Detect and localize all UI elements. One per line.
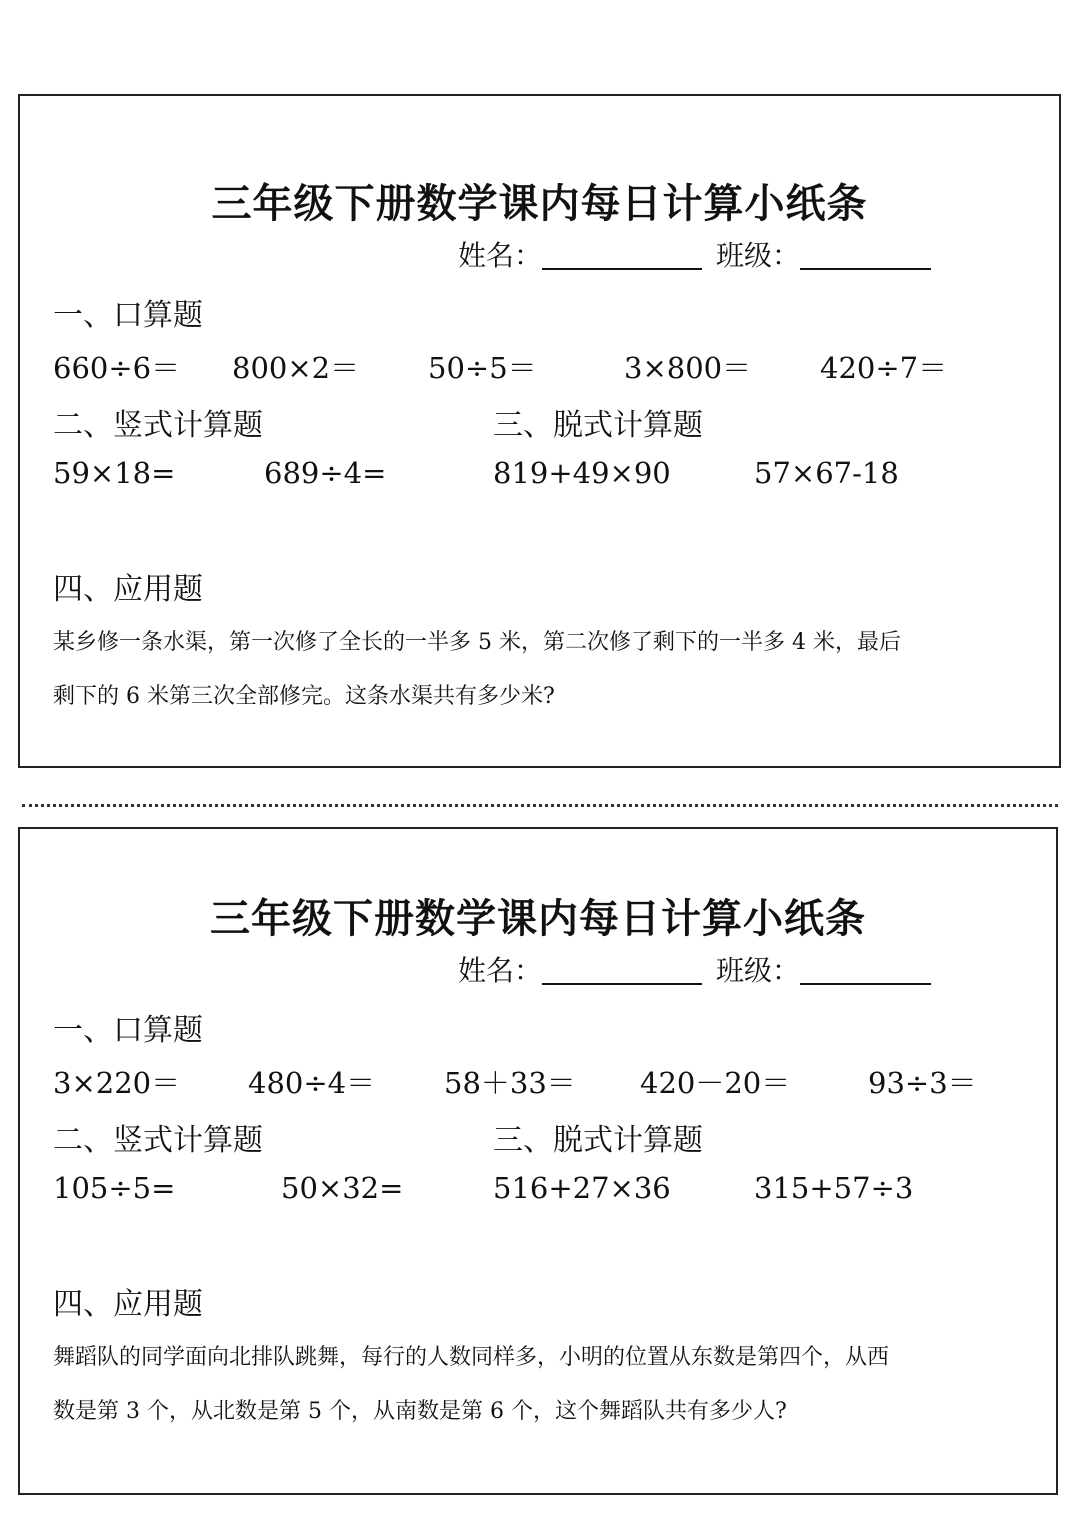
class-label: 班级： [716,954,801,987]
word-problem-line: 数是第 3 个，从北数是第 5 个，从南数是第 6 个，这个舞蹈队共有多少人? [53,1399,787,1424]
class-blank[interactable] [800,242,931,270]
section-vertical-heading: 二、竖式计算题 [53,408,263,443]
oral-problem: 3×800＝ [624,351,752,385]
oral-problem: 58＋33＝ [444,1066,576,1100]
name-class-row [458,949,931,989]
oral-problem: 93÷3＝ [868,1066,977,1100]
vertical-problem: 689÷4= [264,456,387,490]
oral-problem: 420－20＝ [640,1066,791,1100]
section-stepwise-heading: 三、脱式计算题 [493,1123,703,1158]
name-label: 姓名： [458,954,543,987]
vertical-problem: 105÷5= [53,1171,176,1205]
class-blank[interactable] [800,957,931,985]
section-stepwise-heading: 三、脱式计算题 [493,408,703,443]
worksheet-card-1 [18,94,1061,768]
section-word-problem-heading: 四、应用题 [53,572,203,607]
oral-problem: 420÷7＝ [820,351,948,385]
cut-line-divider [22,804,1058,807]
section-oral-heading: 一、口算题 [53,1013,203,1048]
name-blank[interactable] [542,242,702,270]
stepwise-problem: 315+57÷3 [754,1171,914,1205]
stepwise-problem: 57×67-18 [754,456,899,490]
word-problem-line: 舞蹈队的同学面向北排队跳舞，每行的人数同样多，小明的位置从东数是第四个，从西 [53,1345,890,1370]
worksheet-title: 三年级下册数学课内每日计算小纸条 [210,896,866,942]
section-oral-heading: 一、口算题 [53,298,203,333]
vertical-problem: 50×32= [281,1171,404,1205]
word-problem-line: 剩下的 6 米第三次全部修完。这条水渠共有多少米? [53,684,555,709]
stepwise-problem: 819+49×90 [493,456,671,490]
worksheet-card-2 [18,827,1058,1495]
name-label: 姓名： [458,239,543,272]
section-vertical-heading: 二、竖式计算题 [53,1123,263,1158]
oral-problem: 50÷5＝ [428,351,537,385]
oral-problem: 3×220＝ [53,1066,181,1100]
oral-problem: 480÷4＝ [248,1066,376,1100]
oral-problem: 800×2＝ [232,351,360,385]
name-class-row [458,234,931,274]
vertical-problem: 59×18= [53,456,176,490]
stepwise-problem: 516+27×36 [493,1171,671,1205]
name-blank[interactable] [542,957,702,985]
word-problem-line: 某乡修一条水渠，第一次修了全长的一半多 5 米，第二次修了剩下的一半多 4 米，最后 [53,630,901,655]
worksheet-title: 三年级下册数学课内每日计算小纸条 [211,181,868,227]
section-word-problem-heading: 四、应用题 [53,1287,203,1322]
oral-problem: 660÷6＝ [53,351,181,385]
class-label: 班级： [716,239,801,272]
